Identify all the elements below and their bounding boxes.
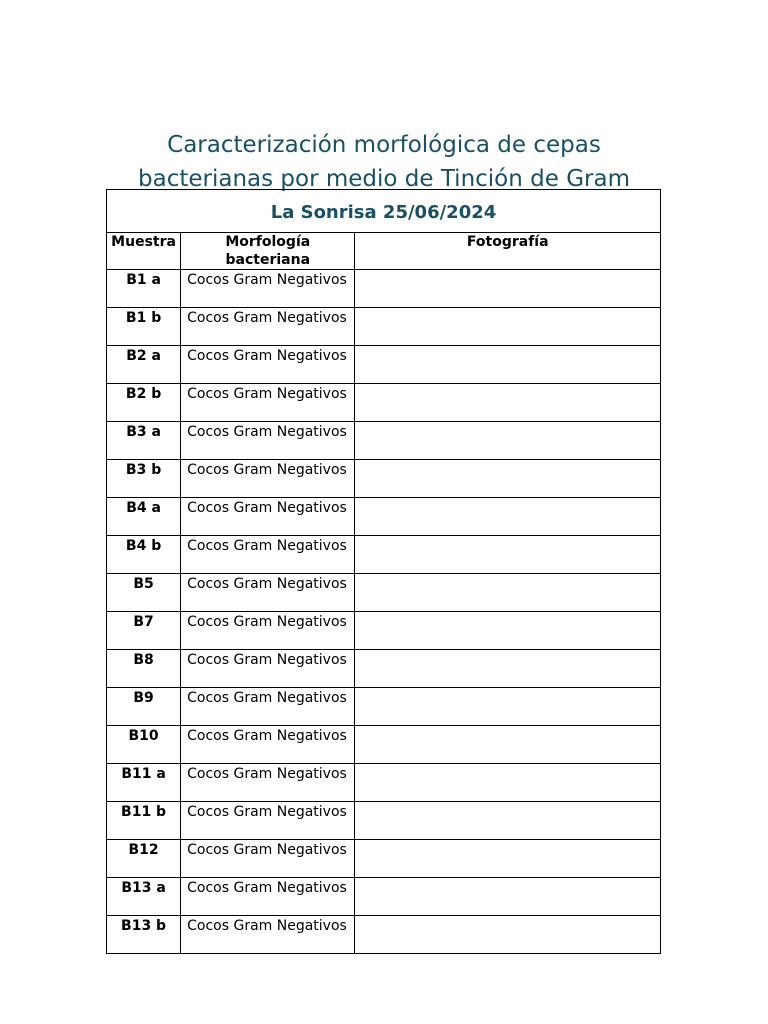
sample-id-cell: B2 b [107, 384, 181, 422]
page-title-line-1: Caracterización morfológica de cepas [167, 132, 601, 159]
morphology-cell: Cocos Gram Negativos [181, 802, 355, 840]
morphology-cell: Cocos Gram Negativos [181, 726, 355, 764]
morphology-cell: Cocos Gram Negativos [181, 764, 355, 802]
table-row [107, 308, 661, 346]
photo-cell [355, 270, 661, 308]
sample-table [106, 189, 661, 954]
table-body [107, 270, 661, 954]
header-row [107, 233, 661, 270]
table-row [107, 270, 661, 308]
photo-cell [355, 688, 661, 726]
table-row [107, 764, 661, 802]
morphology-cell: Cocos Gram Negativos [181, 346, 355, 384]
photo-cell [355, 422, 661, 460]
photo-cell [355, 384, 661, 422]
morphology-cell: Cocos Gram Negativos [181, 308, 355, 346]
morphology-cell: Cocos Gram Negativos [181, 574, 355, 612]
sample-id-cell: B3 b [107, 460, 181, 498]
morphology-cell: Cocos Gram Negativos [181, 422, 355, 460]
header-morphology: Morfología bacteriana [181, 233, 355, 270]
photo-cell [355, 726, 661, 764]
table-row [107, 878, 661, 916]
photo-cell [355, 916, 661, 954]
page-title [0, 128, 768, 196]
sample-id-cell: B12 [107, 840, 181, 878]
photo-cell [355, 574, 661, 612]
table-row [107, 346, 661, 384]
sample-id-cell: B3 a [107, 422, 181, 460]
morphology-cell: Cocos Gram Negativos [181, 384, 355, 422]
table-row [107, 384, 661, 422]
table-row [107, 802, 661, 840]
sample-id-cell: B7 [107, 612, 181, 650]
table-row [107, 840, 661, 878]
morphology-cell: Cocos Gram Negativos [181, 612, 355, 650]
sample-id-cell: B10 [107, 726, 181, 764]
sample-id-cell: B9 [107, 688, 181, 726]
sample-id-cell: B13 a [107, 878, 181, 916]
photo-cell [355, 612, 661, 650]
morphology-cell: Cocos Gram Negativos [181, 650, 355, 688]
table-row [107, 574, 661, 612]
photo-cell [355, 498, 661, 536]
photo-cell [355, 840, 661, 878]
morphology-cell: Cocos Gram Negativos [181, 536, 355, 574]
table-row [107, 422, 661, 460]
table-row [107, 460, 661, 498]
photo-cell [355, 536, 661, 574]
sample-id-cell: B5 [107, 574, 181, 612]
morphology-cell: Cocos Gram Negativos [181, 270, 355, 308]
morphology-cell: Cocos Gram Negativos [181, 688, 355, 726]
sample-id-cell: B4 a [107, 498, 181, 536]
sample-id-cell: B8 [107, 650, 181, 688]
sample-id-cell: B1 b [107, 308, 181, 346]
photo-cell [355, 650, 661, 688]
sample-id-cell: B11 a [107, 764, 181, 802]
table-row [107, 536, 661, 574]
photo-cell [355, 346, 661, 384]
sample-id-cell: B1 a [107, 270, 181, 308]
photo-cell [355, 878, 661, 916]
header-photo: Fotografía [355, 233, 661, 270]
morphology-cell: Cocos Gram Negativos [181, 916, 355, 954]
table-row [107, 498, 661, 536]
location-row [107, 190, 661, 233]
table-row [107, 688, 661, 726]
morphology-cell: Cocos Gram Negativos [181, 878, 355, 916]
table-row [107, 916, 661, 954]
photo-cell [355, 764, 661, 802]
page-title-line-2: bacterianas por medio de Tinción de Gram [138, 166, 630, 193]
sample-id-cell: B2 a [107, 346, 181, 384]
location-date: La Sonrisa 25/06/2024 [107, 190, 661, 233]
sample-id-cell: B13 b [107, 916, 181, 954]
morphology-cell: Cocos Gram Negativos [181, 840, 355, 878]
morphology-cell: Cocos Gram Negativos [181, 460, 355, 498]
sample-id-cell: B11 b [107, 802, 181, 840]
photo-cell [355, 460, 661, 498]
table-row [107, 612, 661, 650]
photo-cell [355, 308, 661, 346]
table-row [107, 726, 661, 764]
photo-cell [355, 802, 661, 840]
table-row [107, 650, 661, 688]
header-sample: Muestra [107, 233, 181, 270]
morphology-cell: Cocos Gram Negativos [181, 498, 355, 536]
sample-id-cell: B4 b [107, 536, 181, 574]
